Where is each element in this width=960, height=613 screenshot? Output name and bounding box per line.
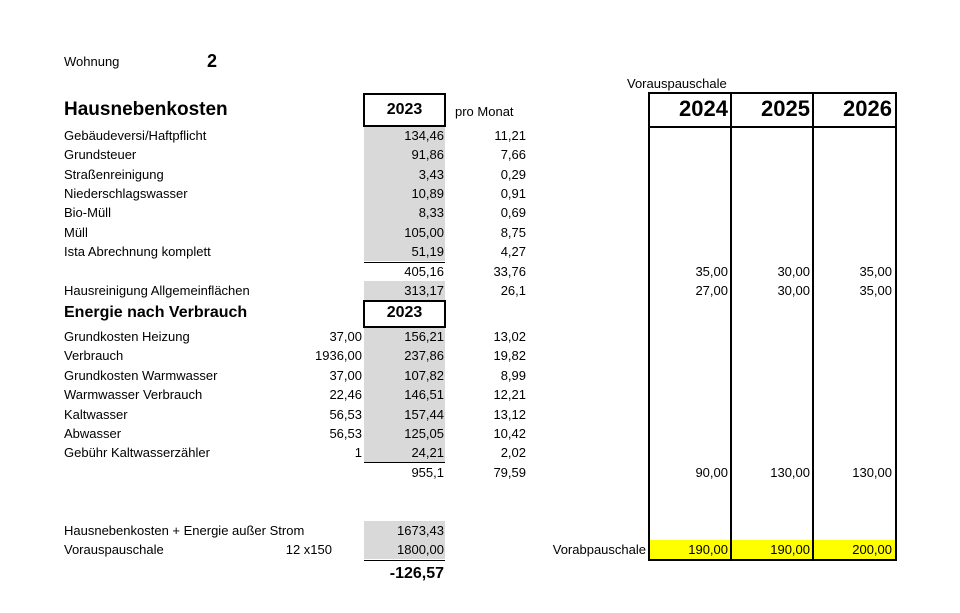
row-monthly: 19,82 [493,348,526,364]
row-monthly: 0,29 [500,166,526,182]
forecast-sum1: 35,00 [859,264,892,279]
row-qty: 37,00 [329,367,362,383]
row-value: 156,21 [404,329,444,344]
row-qty: 56,53 [329,406,362,422]
row-value: 24,21 [411,445,444,461]
forecast-vorab: 200,00 [852,542,892,557]
row-qty: 22,46 [329,387,362,403]
row-value: 107,82 [404,367,444,383]
row-qty: 56,53 [329,426,362,441]
row-qty: 1936,00 [315,348,362,364]
forecast-col-2026 [812,92,897,561]
row-label: Ista Abrechnung komplett [64,243,211,259]
forecast-vorab: 190,00 [688,542,728,557]
forecast-sum1: 30,00 [777,264,810,279]
vorab-label: Vorabpauschale [552,542,646,557]
row-label: Grundkosten Heizung [64,329,190,344]
forecast-reinigung: 27,00 [695,283,728,298]
row-value: 10,89 [411,185,444,201]
forecast-reinigung: 30,00 [777,283,810,298]
total-label: Hausnebenkosten + Energie außer Strom [64,523,305,538]
voraus-label: Vorauspauschale [64,542,164,557]
vorauspauschale-header: Vorauspauschale [627,76,727,91]
forecast-col-2025 [730,92,814,561]
row-label: Straßenreinigung [64,166,164,182]
row-value: 146,51 [404,387,444,403]
row-label: Warmwasser Verbrauch [64,387,203,403]
total-value: 1673,43 [397,523,444,538]
row-value: 125,05 [404,426,444,441]
row-monthly: 2,02 [500,445,526,461]
row-monthly: 12,21 [493,387,526,403]
forecast-sum2: 90,00 [695,465,728,480]
row-value: 51,19 [411,243,444,259]
row-value: 237,86 [404,348,444,364]
row-label: Gebühr Kaltwasserzähler [64,445,210,461]
row-monthly: 11,21 [494,128,526,143]
section-title-hausnebenkosten: Hausnebenkosten [64,99,228,120]
voraus-value: 1800,00 [397,542,444,557]
row-value: 134,46 [404,128,444,143]
sum-monthly: 33,76 [493,264,526,279]
row-label: Verbrauch [64,348,124,364]
row-value: 91,86 [411,147,444,163]
row-value: 3,43 [418,166,444,182]
sum-value: 405,16 [404,264,444,279]
row-monthly: 0,69 [500,205,526,221]
wohnung-number: 2 [207,51,218,71]
forecast-sum2: 130,00 [852,465,892,480]
forecast-year-2024: 2024 [679,96,728,121]
forecast-vorab: 190,00 [770,542,810,557]
forecast-year-2025: 2025 [761,96,810,121]
row-monthly: 0,91 [500,185,526,201]
difference-value: -126,57 [389,565,444,582]
row-label: Gebäudeversi/Haftpflicht [64,128,207,143]
row-value: 105,00 [404,224,444,240]
row-label: Grundsteuer [64,147,137,163]
row-value: 8,33 [418,205,444,221]
row-label: Grundkosten Warmwasser [64,367,218,383]
row-label: Bio-Müll [64,205,111,221]
forecast-sum1: 35,00 [695,264,728,279]
sum2-monthly: 79,59 [493,465,526,480]
row-qty: 1 [354,445,362,461]
row-label: Abwasser [64,426,122,441]
row-label: Niederschlagswasser [64,185,188,201]
row-value: 157,44 [404,406,444,422]
difference-line [364,560,445,561]
row-monthly: 8,99 [500,367,526,383]
row-monthly: 10,42 [493,426,526,441]
row-monthly: 13,02 [493,329,526,344]
row-monthly: 7,66 [500,147,526,163]
row-monthly: 13,12 [493,406,526,422]
reinigung-monthly: 26,1 [500,283,526,298]
forecast-reinigung: 35,00 [859,283,892,298]
row-monthly: 8,75 [500,224,526,240]
row-label: Kaltwasser [64,406,128,422]
row-label: Müll [64,224,88,240]
sum2-value: 955,1 [411,465,444,480]
forecast-year-2026: 2026 [843,96,892,121]
wohnung-label: Wohnung [64,54,120,69]
year-2023-label: 2023 [386,101,423,118]
sum-line [364,262,445,263]
forecast-sum2: 130,00 [770,465,810,480]
pro-monat-label: pro Monat [455,104,514,119]
section-title-energie: Energie nach Verbrauch [64,304,248,321]
reinigung-label: Hausreinigung Allgemeinflächen [64,283,250,298]
sum-line [364,462,445,463]
forecast-header-line [648,126,897,128]
year-2023-energie-label: 2023 [386,304,423,321]
row-monthly: 4,27 [500,243,526,259]
reinigung-value: 313,17 [404,283,444,298]
forecast-col-2024 [648,92,732,561]
row-qty: 37,00 [329,329,362,344]
voraus-calc: 12 x150 [285,542,332,557]
